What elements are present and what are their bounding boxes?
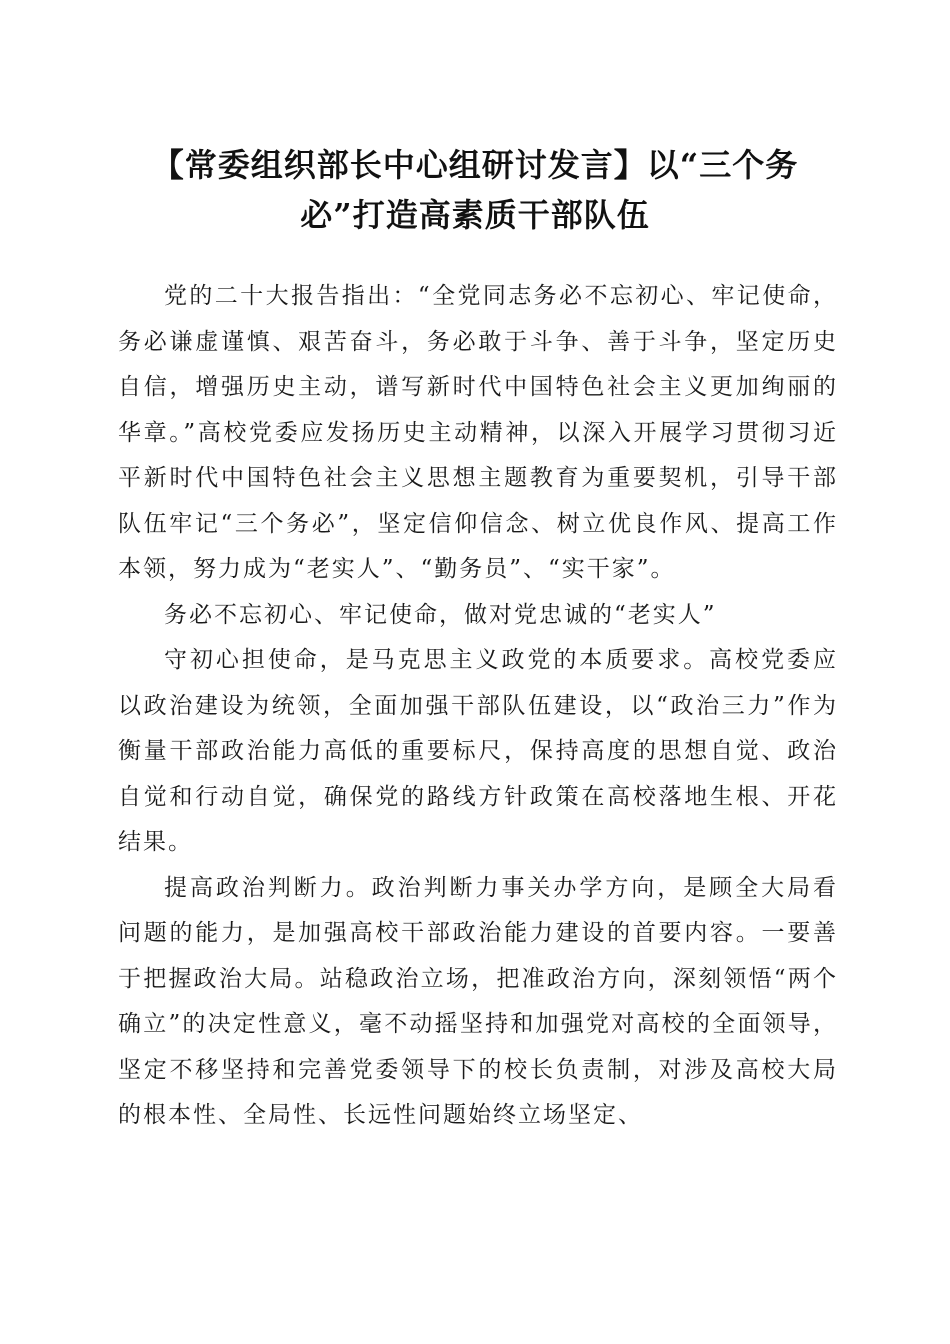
document-body <box>118 274 838 1139</box>
paragraph-political-judgment: 提高政治判断力。政治判断力事关办学方向，是顾全大局看问题的能力，是加强高校干部政治能力建设的首要内容。一要善于把握政治大局。站稳政治立场，把准政治方向，深刻领悟“两个确立”的决定性意义，毫不动摇坚持和加强党对高校的全面领导，坚定不移坚持和完善党委领导下的校长负责制，对涉及高校大局的根本性、全局性、长远性问题始终立场坚定、 <box>118 874 838 1128</box>
document-title: 【常委组织部长中心组研讨发言】以“三个务必”打造高素质干部队伍 <box>151 146 799 234</box>
paragraph-mission: 守初心担使命，是马克思主义政党的本质要求。高校党委应以政治建设为统领，全面加强干部队伍建设，以“政治三力”作为衡量干部政治能力高低的重要标尺，保持高度的思想自觉、政治自觉和行动自觉，确保党的路线方针政策在高校落地生根、开花结果。 <box>118 647 838 855</box>
section-heading: 务必不忘初心、牢记使命，做对党忠诚的“老实人” <box>164 601 717 628</box>
paragraph-intro: 党的二十大报告指出：“全党同志务必不忘初心、牢记使命，务必谦虚谨慎、艰苦奋斗，务必敢于斗争、善于斗争，坚定历史自信，增强历史主动，谱写新时代中国特色社会主义更加绚丽的华章。”高校党委应发扬历史主动精神，以深入开展学习贯彻习近平新时代中国特色社会主义思想主题教育为重要契机，引导干部队伍牢记“三个务必”，坚定信仰信念、树立优良作风、提高工作本领，努力成为“老实人”、“勤务员”、“实干家”。 <box>118 283 838 582</box>
